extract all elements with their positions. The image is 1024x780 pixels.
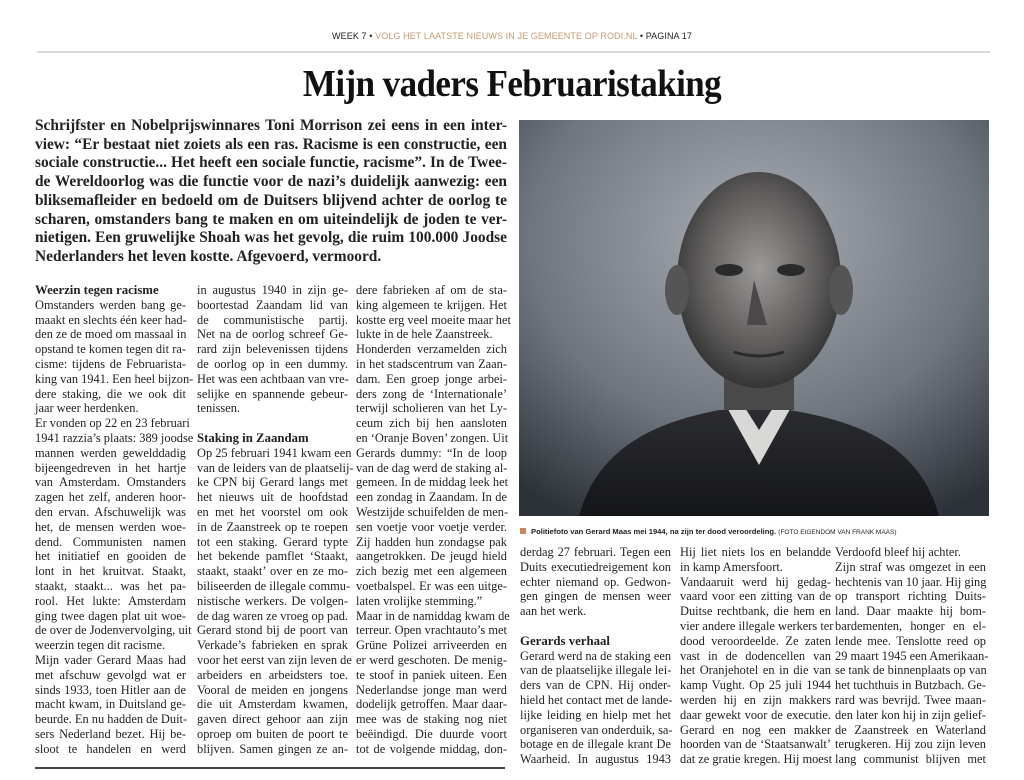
text-line: echter niemand op. Gedwon- xyxy=(520,574,671,589)
text-line: den ervan. Afschuwelijk was xyxy=(35,504,186,519)
text-line: ceum zich bij hen aansloten xyxy=(356,416,507,431)
text-line: een zondag in Zaandam. In de xyxy=(356,490,507,505)
text-line: biliseerden de illegale commu- xyxy=(197,578,351,593)
text-line: hechtenis van 10 jaar. Hij ging xyxy=(835,574,987,589)
text-line: in kamp Amersfoort. xyxy=(680,559,783,574)
page-header-line xyxy=(0,31,1024,41)
text-line: vaard voor een zitting van de xyxy=(680,589,831,604)
text-line: aan het werk. xyxy=(520,604,587,619)
text-line: terreur. Open vrachtauto’s met xyxy=(356,623,507,638)
text-line: mee was de staking nog niet xyxy=(356,712,507,727)
intro-line: Schrijfster en Nobelprijswinnares Toni Morrison zei eens in een inter- xyxy=(35,117,507,134)
text-line: Verdoofd bleef hij achter. xyxy=(835,545,961,559)
text-line: werden hij en zijn makkers xyxy=(680,692,831,707)
photo-credit: (FOTO EIGENDOM VAN FRANK MAAS) xyxy=(778,529,897,536)
article-column-2 xyxy=(197,283,354,757)
text-line: ke CPN bij Gerard langs met xyxy=(197,475,348,490)
text-line: oproep om buiten de poort te xyxy=(197,726,348,741)
section-heading xyxy=(197,431,348,446)
paragraph xyxy=(835,559,989,767)
text-line: dat ze gratie kregen. Hij moest xyxy=(680,752,833,767)
text-line: organiseren van onderduik, sa- xyxy=(520,722,673,737)
text-line: terwijl scholieren van het Ly- xyxy=(356,401,507,416)
paragraph xyxy=(356,342,507,608)
text-line: die uit Amsterdam kwamen, xyxy=(197,697,348,712)
text-line: tot een staking. Gerard typte xyxy=(197,534,348,549)
text-line: king algemeen te krijgen. Het xyxy=(356,297,507,312)
article-photo xyxy=(519,120,989,516)
text-line: Vooral de meiden en jongens xyxy=(197,682,348,697)
text-line: blijven. Samen gingen ze an- xyxy=(197,741,348,756)
text-line: cisme: tijdens de Februarista- xyxy=(35,356,186,371)
photo-caption xyxy=(520,527,897,536)
text-line: Hij liet niets los en belandde xyxy=(680,545,831,559)
text-line: bijeengedreven in het hartje xyxy=(35,460,186,475)
text-line: gaven direct gehoor aan zijn xyxy=(197,712,348,727)
text-line: Zijn straf was omgezet in een xyxy=(835,559,986,574)
text-line: Duits executiedreigement kon xyxy=(520,559,671,574)
text-line: aangetrokken. De jeugd hield xyxy=(356,549,507,564)
text-line: ging twee dagen plat uit woe- xyxy=(35,608,186,623)
text-line: Omstanders werden bang ge- xyxy=(35,297,186,312)
intro-line: nietigen. Een gruwelijke Shoah was het gevolg, die ruim 100.000 Joodse xyxy=(35,229,507,247)
text-line: Het was een achtbaan van vre- xyxy=(197,371,349,386)
text-line: staakt, staakt’ over en ze mo- xyxy=(197,564,348,579)
text-line: staakt, staakt... was het pa- xyxy=(35,578,186,593)
text-line: van de plaatselijke illegale lei- xyxy=(520,663,672,678)
intro-line: bliksemafleider en bedoeld om de Duitsers blijvend achter de oorlog te xyxy=(35,191,507,209)
text-line: ders van de CPN. Hij onder- xyxy=(520,678,671,693)
text-line: kostte erg veel moeite maar het xyxy=(356,312,511,327)
paragraph xyxy=(520,649,671,767)
text-line: Net na de oorlog schreef Ge- xyxy=(197,327,348,342)
paragraph xyxy=(835,545,986,560)
text-line: nistische werkers. De volgen- xyxy=(197,593,348,608)
separator: • xyxy=(639,31,644,41)
text-line: het bekende pamflet ‘Staakt, xyxy=(197,549,348,564)
text-line: Gerards dummy: “In de loop xyxy=(356,445,507,460)
text-line: te stoof in paniek uiteen. Een xyxy=(356,667,507,682)
text-line: Westzijde schuifelden de men- xyxy=(356,504,509,519)
paragraph xyxy=(35,416,194,653)
text-line: Gerard werd na de staking een xyxy=(520,648,672,663)
text-line: en ‘Oranje Boven’ zongen. Uit xyxy=(356,430,509,445)
text-line: de oorlog op in een dummy. xyxy=(197,356,348,371)
spacer xyxy=(197,416,348,431)
paragraph xyxy=(520,545,671,619)
text-line: het initiatief en gooiden de xyxy=(35,549,186,564)
paragraph xyxy=(197,445,354,757)
text-line: Zij hadden hun zondagse pak xyxy=(356,534,507,549)
paragraph xyxy=(680,545,831,575)
portrait-image xyxy=(519,120,989,516)
text-line: voetbalspel. Er was een uitge- xyxy=(356,578,507,593)
text-line: de Zaanstreek en Waterland xyxy=(835,722,986,737)
text-line: dend. Communisten namen xyxy=(35,534,186,549)
text-line: dere fabrieken af om de sta- xyxy=(356,283,507,297)
text-line: Waarheid. In augustus 1943 xyxy=(520,752,671,767)
section-heading xyxy=(520,634,671,649)
text-line: dam. Een groep jonge arbei- xyxy=(356,371,507,386)
text-line: Verkade’s fabrieken en sprak xyxy=(197,638,348,653)
caption-marker xyxy=(520,528,526,534)
text-line: Duitse rechtbank, die hem en xyxy=(680,604,831,619)
paragraph xyxy=(680,574,834,767)
text-line: beëindigd. Die duurde voort xyxy=(356,726,507,741)
text-line: van de leiders van de plaatselij- xyxy=(197,460,354,475)
text-line: Er vonden op 22 en 23 februari xyxy=(35,416,190,431)
paragraph xyxy=(35,653,186,757)
intro-line: scharen, omstanders bang te maken en om uiteindelijk de joden te ver- xyxy=(35,210,507,228)
text-line: mannen werden gewelddadig xyxy=(35,445,186,460)
intro-line: Nederlanders het leven kostte. Afgevoerd, vermoord. xyxy=(35,247,382,265)
text-line: sloot te handelen en werd xyxy=(35,741,186,756)
text-line: arbeiders en arbeidsters toe. xyxy=(197,667,348,682)
text-line: Grüne Polizei arriveerden en xyxy=(356,638,507,653)
text-line: king van 1941. Een heel bijzon- xyxy=(35,371,194,386)
text-line: Vandaaruit werd hij gedag- xyxy=(680,574,831,589)
paragraph xyxy=(35,297,194,416)
text-line: de dag waren ze vroeg op pad. xyxy=(197,608,349,623)
spacer xyxy=(520,619,671,634)
text-line: jaar weer herdenken. xyxy=(35,401,139,416)
text-line: ders zong de ‘Internationale’ xyxy=(356,386,507,401)
text-line: maakt en slechts één keer had- xyxy=(35,312,187,327)
text-line: bardementen, honger en el- xyxy=(835,618,986,633)
text-line: het, de mensen werden woe- xyxy=(35,519,186,534)
text-line: opstand te komen tegen dit ra- xyxy=(35,342,186,357)
text-line: boortestad Zaandam lid van xyxy=(197,297,348,312)
text-line: gemeen. In de middag leek het xyxy=(356,475,509,490)
section-heading xyxy=(35,283,186,298)
text-line: met afschuw gevolgd wat er xyxy=(35,667,186,682)
bottom-divider xyxy=(35,767,505,769)
text-line: laten vrolijke stemming.” xyxy=(356,593,483,608)
text-line: en met het voorstel om ook xyxy=(197,504,348,519)
text-line: de communistische partij. xyxy=(197,312,348,327)
text-line: lijke leiding en hielp met het xyxy=(520,707,671,722)
text-line: vast in de dodencellen van xyxy=(680,648,831,663)
text-line: tot de volgende middag, don- xyxy=(356,741,507,756)
text-line: lende mee. Tenslotte reed op xyxy=(835,633,986,648)
text-line: 1941 razzia’s plaats: 389 joodse xyxy=(35,430,194,445)
text-line: in het stadscentrum van Zaan- xyxy=(356,356,507,371)
text-line: sers Nederland bezet. Hij be- xyxy=(35,726,186,741)
article-column-4 xyxy=(520,545,671,767)
text-line: het tuchthuis in Butzbach. Ge- xyxy=(835,678,987,693)
text-line: rard zijn belevenissen tijdens xyxy=(197,342,348,357)
text-line: hield het contact met de lande- xyxy=(520,692,673,707)
text-line: den ze de moed om massaal in xyxy=(35,327,187,342)
text-line: Op 25 februari 1941 kwam een xyxy=(197,445,352,460)
header-tagline: VOLG HET LAATSTE NIEUWS IN JE GEMEENTE OP RODI.NL xyxy=(375,31,638,41)
text-line: den later kon hij in zijn gelief- xyxy=(835,707,986,722)
text-line: hoorden van de ‘Staatsanwalt’ xyxy=(680,737,831,752)
caption-text: Politiefoto van Gerard Maas mei 1944, na zijn ter dood veroordeling. xyxy=(531,527,777,536)
text-line: lont in het kruitvat. Staakt, xyxy=(35,564,186,579)
text-line: de over de Jodenvervolging, uit xyxy=(35,623,192,638)
intro-line: de Wereldoorlog was die functie voor de nazi’s duidelijk aanwezig: een xyxy=(35,173,507,191)
text-line: op transport richting Duits- xyxy=(835,589,986,604)
paragraph xyxy=(356,283,511,342)
text-line: Mijn vader Gerard Maas had xyxy=(35,652,186,667)
text-line: lang communist blijven met xyxy=(835,752,986,767)
text-line: Nederlandse jonge man werd xyxy=(356,682,507,697)
text-line: Honderden verzamelden zich xyxy=(356,342,507,357)
text-line: beurde. En nu hadden de Duit- xyxy=(35,712,188,727)
text-line: sinds 1933, toen Hitler aan de xyxy=(35,682,186,697)
text-line: macht kwam, in Duitsland ge- xyxy=(35,697,186,712)
text-line: Gerard stond bij de poort van xyxy=(197,623,348,638)
article-column-1 xyxy=(35,283,194,757)
text-line: Gerard en nog een makker xyxy=(680,722,831,737)
week-label: WEEK 7 xyxy=(332,31,367,41)
text-line: daar gewekt voor de executie. xyxy=(680,707,831,722)
text-line: 29 maart 1945 een Amerikaan- xyxy=(835,648,989,663)
text-line: dodelijk getroffen. Maar daar- xyxy=(356,697,507,712)
text-line: lukte in de hele Zaanstreek. xyxy=(356,327,493,342)
text-line: se tank de binnenplaats op van xyxy=(835,663,987,678)
article-title: Mijn vaders Februaristaking xyxy=(302,63,722,105)
separator: • xyxy=(369,31,373,41)
text-line: rool. Het lukte: Amsterdam xyxy=(35,593,186,608)
text-line: dere staking, die we ook dit xyxy=(35,386,186,401)
text-line: rard was bevrijd. Twee maan- xyxy=(835,692,986,707)
text-line: land. Daar maakte hij bom- xyxy=(835,604,986,619)
page-number: PAGINA 17 xyxy=(645,31,692,41)
text-line: in de Zaanstreek op te roepen xyxy=(197,519,348,534)
text-line: tenissen. xyxy=(197,401,241,416)
article-intro xyxy=(35,117,507,267)
text-line: zagen het zelf, anderen hoor- xyxy=(35,490,186,505)
heading-text: Weerzin tegen racisme xyxy=(35,283,159,297)
text-line: van Amsterdam. Omstanders xyxy=(35,475,186,490)
intro-line: sociale constructie... Het heeft een sociale functie, racisme”. In de Twee- xyxy=(35,154,507,172)
text-line: dood veroordeelde. Ze zaten xyxy=(680,633,831,648)
text-line: het nieuws uit de hoofdstad xyxy=(197,490,348,505)
text-line: zich bezig met een algemeen xyxy=(356,564,507,579)
header-divider xyxy=(37,51,990,53)
text-line: sen voetje voor voetje verder. xyxy=(356,519,507,534)
text-line: derdag 27 februari. Tegen een xyxy=(520,545,671,559)
text-line: Maar in de namiddag kwam de xyxy=(356,608,510,623)
heading-text: Staking in Zaandam xyxy=(197,430,309,445)
text-line: voor het eerst van zijn leven de xyxy=(197,652,352,667)
article-column-5 xyxy=(680,545,834,767)
article-column-6 xyxy=(835,545,989,767)
intro-line: view: “Er bestaat niet zoiets als een ras. Racisme is een constructie, een xyxy=(35,135,507,153)
paragraph xyxy=(197,283,348,416)
text-line: terugkeren. Hij zou zijn leven xyxy=(835,737,986,752)
text-line: er werd geschoten. De menig- xyxy=(356,652,507,667)
text-line: kamp Vught. Op 25 juli 1944 xyxy=(680,678,831,693)
text-line: in augustus 1940 in zijn ge- xyxy=(197,283,348,297)
text-line: vier andere illegale werkers ter xyxy=(680,618,834,633)
article-column-3 xyxy=(356,283,511,757)
paragraph xyxy=(356,608,510,757)
heading-text: Gerards verhaal xyxy=(520,633,610,648)
text-line: botage en de illegale krant De xyxy=(520,737,671,752)
text-line: selijke en spannende gebeur- xyxy=(197,386,348,401)
text-line: van de dag werd de staking al- xyxy=(356,460,508,475)
text-line: weerzin tegen dit racisme. xyxy=(35,638,166,653)
text-line: gen gingen de mensen weer xyxy=(520,589,671,604)
text-line: het Oranjehotel en in die van xyxy=(680,663,831,678)
